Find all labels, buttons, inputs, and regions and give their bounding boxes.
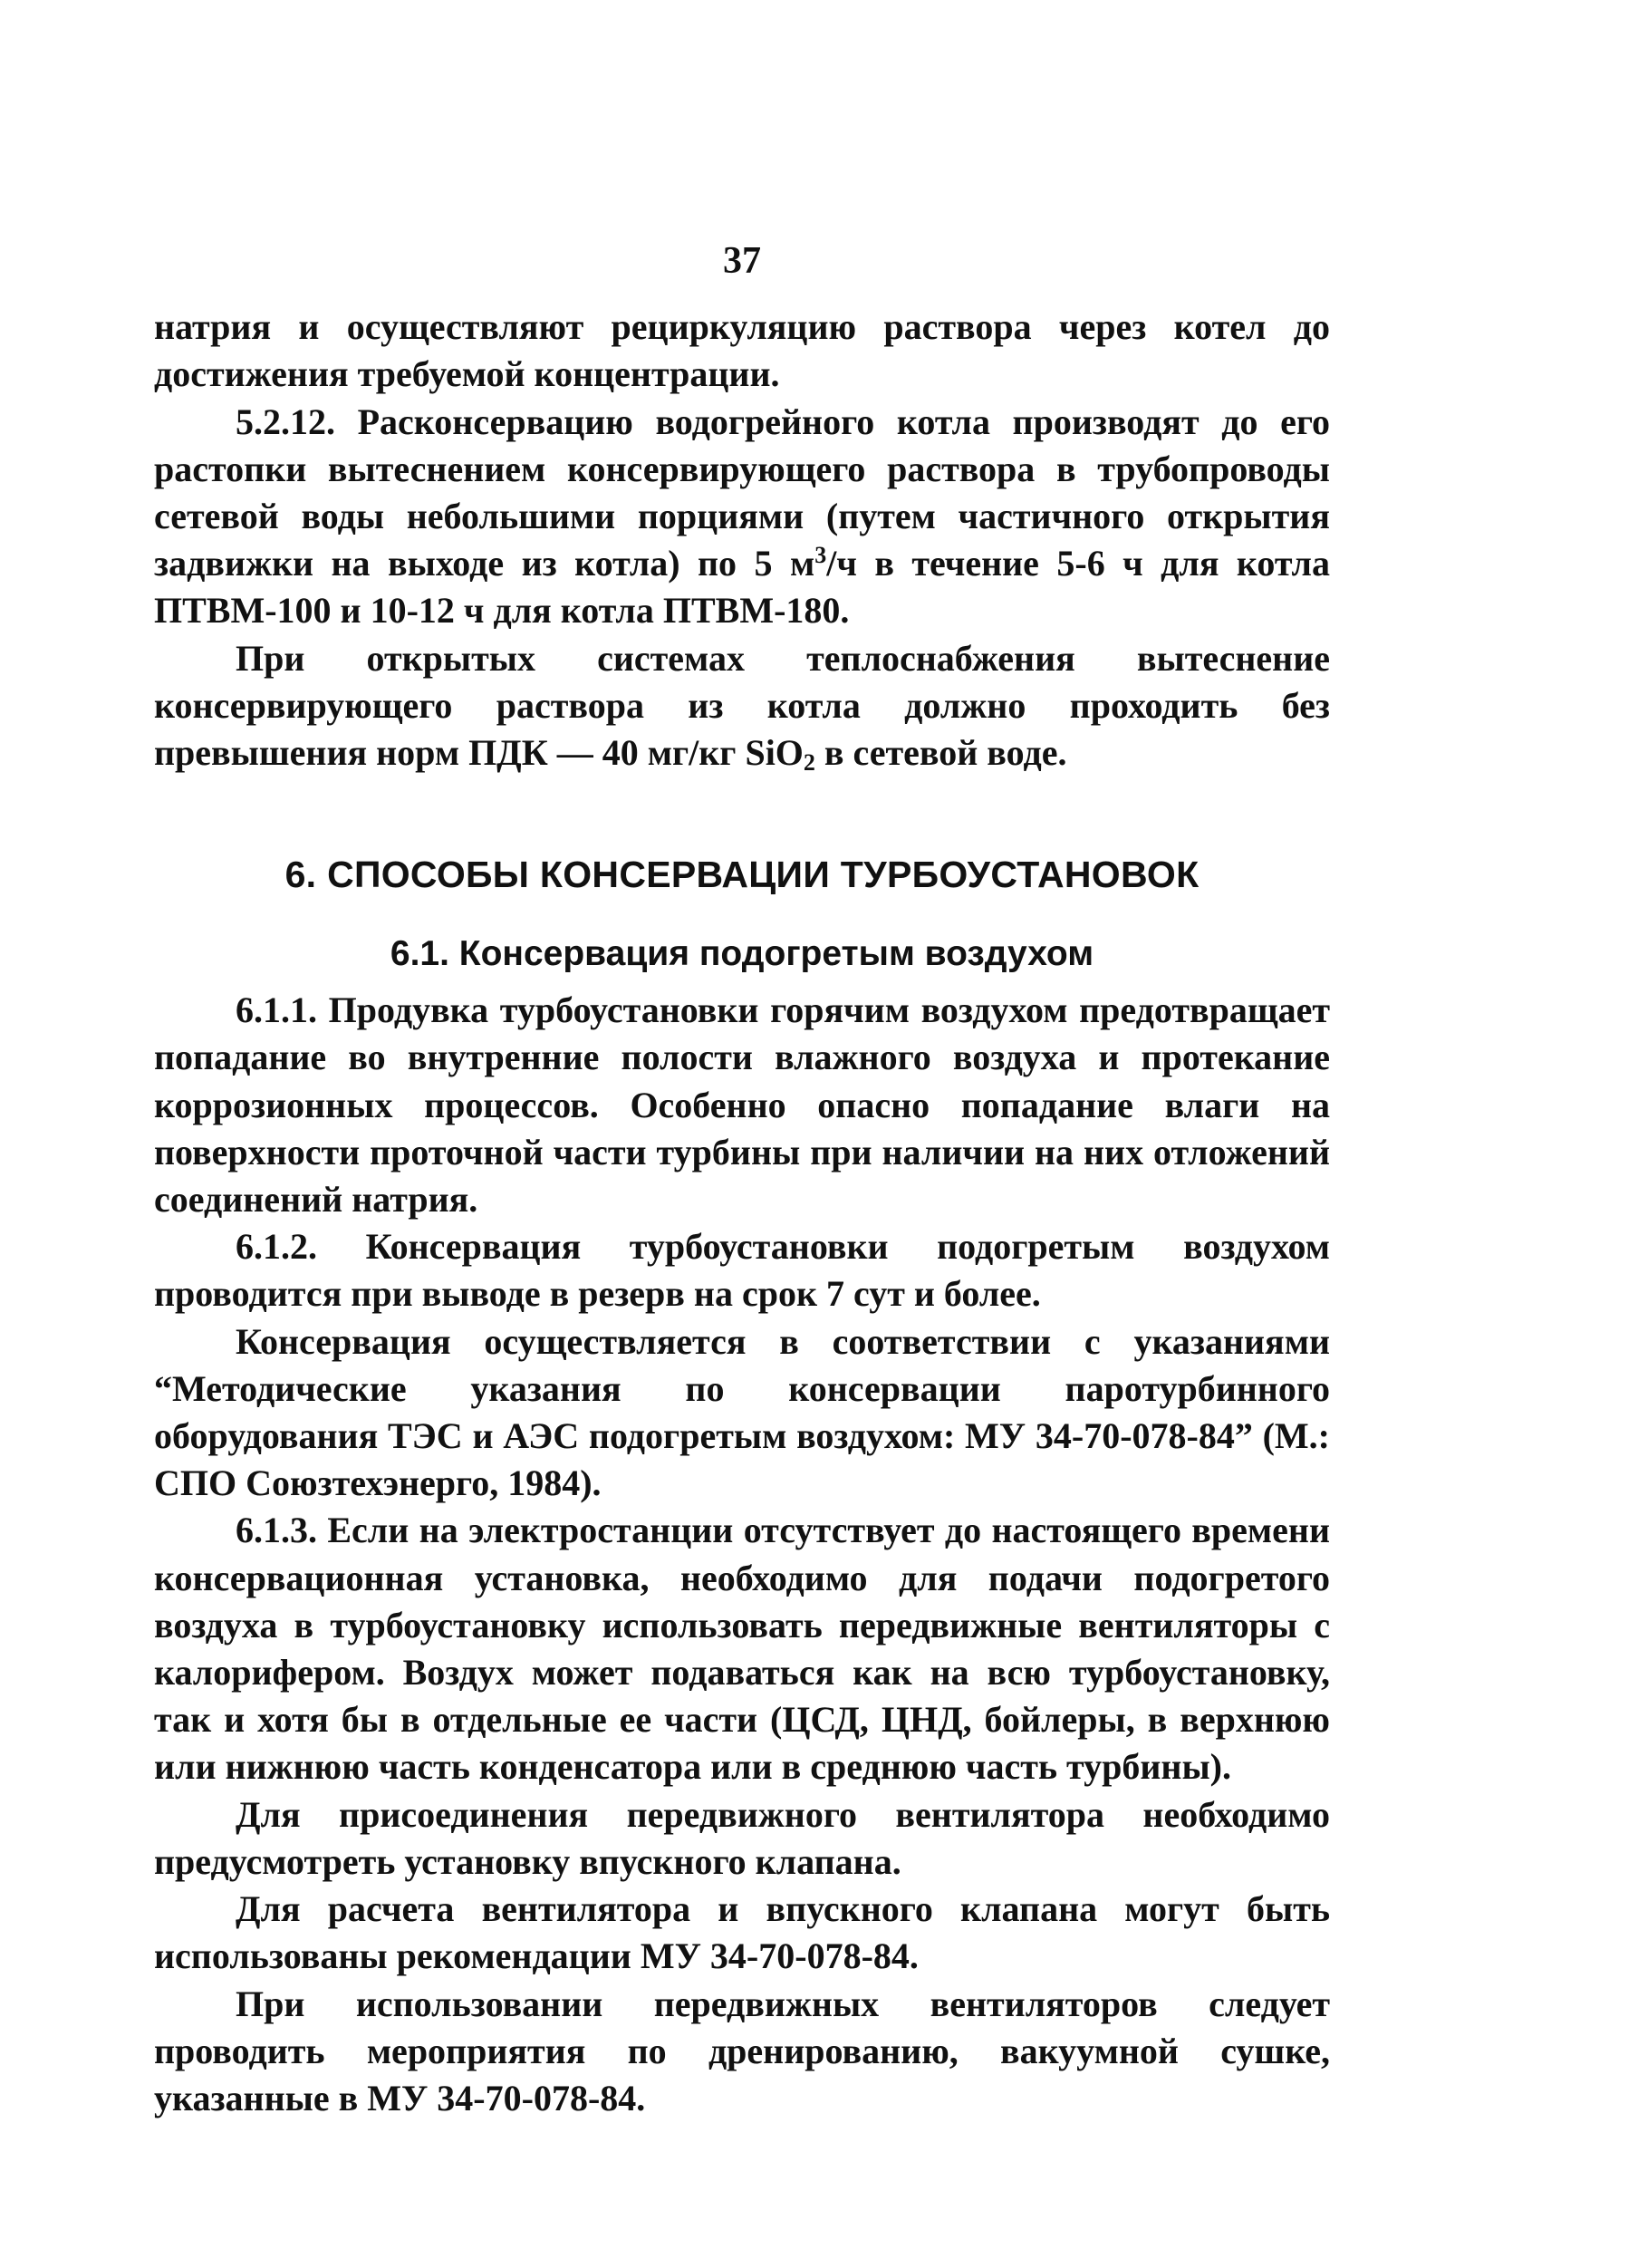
paragraph-6-1-1: 6.1.1. Продувка турбоустановки горячим воздухом предотвращает попадание во внутренние полости влажного воздуха и протекание коррозионных процессов. Особенно опасно попадание влаги на поверхности проточной части турбины при наличии на них отложений соединений натрия. (154, 989, 1330, 1221)
text-run: в сетевой воде. (814, 732, 1067, 774)
text-run: При открытых системах теплоснабжения вытеснение консервирующего раствора из котла должно проходить без превышения норм ПДК — 40 мг/кг SiO (154, 637, 1330, 774)
text-run: /ч в течение 5-6 ч для котла ПТВМ-100 и 10-12 ч для котла ПТВМ-180. (154, 543, 1330, 632)
paragraph-drainage: При использовании передвижных вентиляторов следует проводить мероприятия по дренированию, вакуумной сушке, указанные в МУ 34-70-078-84. (154, 1983, 1330, 2118)
paragraph-6-1-2: 6.1.2. Консервация турбоустановки подогретым воздухом проводится при выводе в резерв на срок 7 сут и более. (154, 1226, 1330, 1315)
paragraph-5-2-12 (154, 399, 1330, 635)
paragraph-continuation: натрия и осуществляют рециркуляцию раствора через котел до достижения требуемой концентрации. (154, 306, 1330, 395)
paragraph-methodology: Консервация осуществляется в соответствии с указаниями “Методические указания по консервации паротурбинного оборудования ТЭС и АЭС подогретым воздухом: МУ 34-70-078-84” (М.: СПО Союзтехэнерго, 1984). (154, 1320, 1330, 1504)
paragraph-inlet-valve: Для присоединения передвижного вентилятора необходимо предусмотреть установку впускного клапана. (154, 1793, 1330, 1882)
page-number: 37 (723, 240, 761, 282)
superscript-3: 3 (814, 542, 827, 569)
section-heading: 6. СПОСОБЫ КОНСЕРВАЦИИ ТУРБОУСТАНОВОК (284, 854, 1200, 896)
subsection-heading: 6.1. Консервация подогретым воздухом (390, 934, 1094, 974)
paragraph-calculation: Для расчета вентилятора и впускного клапана могут быть использованы рекомендации МУ 34-70-078-84. (154, 1888, 1330, 1977)
page-content (154, 237, 1330, 2122)
text-run: 5.2.12. Расконсервацию водогрейного котла производят до его растопки вытеснением консервирующего раствора в трубопроводы сетевой воды небольшими порциями (путем частичного открытия задвижки на выходе из котла) по 5 м (154, 401, 1330, 584)
paragraph-6-1-3: 6.1.3. Если на электростанции отсутствует до настоящего времени консервационная установка, необходимо для подачи подогретого воздуха в турбоустановку использовать передвижные вентиляторы с калорифером. Воздух может подаваться как на всю турбоустановку, так и хотя бы в отдельные ее части (ЦСД, ЦНД, бойлеры, в верхнюю или нижнюю часть конденсатора или в среднюю часть турбины). (154, 1510, 1330, 1788)
paragraph-open-systems (154, 635, 1330, 777)
subscript-2: 2 (803, 749, 815, 777)
